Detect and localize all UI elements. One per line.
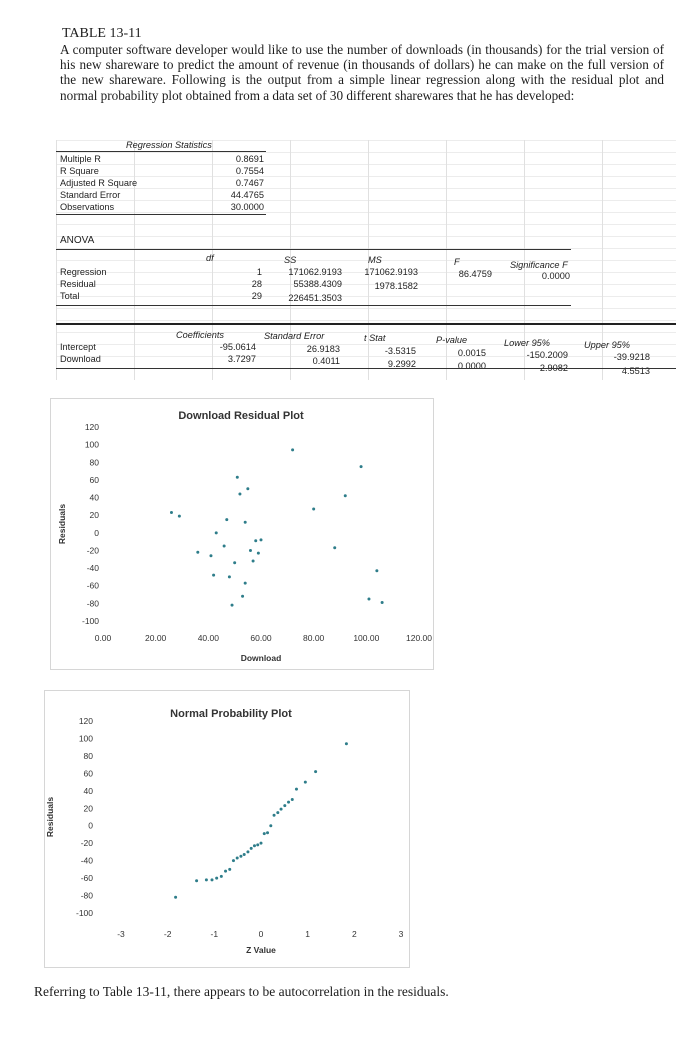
- x-tick-label: 0: [258, 929, 264, 939]
- coef-upper-95: -39.9218: [613, 352, 650, 362]
- residual-plot-chart: [50, 398, 434, 670]
- data-point: [273, 814, 276, 817]
- data-point: [280, 808, 283, 811]
- data-point: [170, 511, 173, 514]
- data-point: [178, 515, 181, 518]
- coef-header-lower-95: Lower 95%: [504, 338, 550, 348]
- data-point: [215, 531, 218, 534]
- x-tick-label: -1: [210, 929, 219, 939]
- y-tick-label: -80: [80, 890, 93, 901]
- y-tick-label: 80: [89, 457, 99, 468]
- regression-output-sheet: [56, 140, 676, 380]
- y-tick-label: 40: [83, 785, 93, 796]
- data-point: [333, 546, 336, 549]
- y-tick-label: 120: [84, 422, 99, 432]
- anova-df: 1: [256, 267, 262, 277]
- data-point: [314, 770, 317, 773]
- data-point: [312, 508, 315, 511]
- data-point: [233, 561, 236, 564]
- coef-t-stat: 9.2992: [387, 359, 416, 369]
- data-point: [269, 824, 272, 827]
- table-title: TABLE 13-11: [62, 26, 142, 41]
- coef-upper-95: 4.5513: [621, 366, 650, 376]
- anova-ss: 226451.3503: [288, 293, 342, 303]
- data-point: [253, 844, 256, 847]
- coef-p-value: 0.0000: [457, 361, 486, 371]
- data-point: [228, 575, 231, 578]
- y-tick-label: 120: [78, 716, 93, 726]
- data-point: [250, 847, 253, 850]
- y-tick-label: -100: [81, 616, 99, 626]
- data-point: [196, 551, 199, 554]
- anova-ss: 171062.9193: [288, 267, 342, 277]
- stat-value: 30.0000: [230, 202, 264, 212]
- data-point: [367, 597, 370, 600]
- anova-row-label: Residual: [60, 279, 96, 289]
- anova-ms: 1978.1582: [374, 281, 418, 291]
- data-point: [256, 843, 259, 846]
- data-point: [212, 574, 215, 577]
- data-point: [257, 552, 260, 555]
- coef-row-label: Download: [60, 354, 101, 364]
- stat-label: R Square: [60, 166, 99, 176]
- anova-header-ss: SS: [284, 255, 297, 265]
- data-point: [211, 878, 214, 881]
- x-tick-label: 3: [398, 929, 404, 939]
- coef-lower-95: 2.9082: [539, 363, 568, 373]
- coef-header-standard-error: Standard Error: [264, 331, 325, 341]
- anova-header-ms: MS: [368, 255, 382, 265]
- y-tick-label: 100: [78, 733, 93, 744]
- x-tick-label: 100.00: [353, 633, 380, 643]
- y-tick-label: 60: [83, 768, 93, 779]
- data-point: [295, 788, 298, 791]
- data-point: [205, 878, 208, 881]
- data-point: [209, 554, 212, 557]
- data-point: [195, 879, 198, 882]
- anova-ms: 171062.9193: [364, 267, 418, 277]
- data-point: [283, 804, 286, 807]
- data-point: [304, 781, 307, 784]
- regression-stats-header: Regression Statistics: [126, 140, 212, 150]
- data-point: [228, 868, 231, 871]
- stat-value: 0.7467: [235, 178, 264, 188]
- data-point: [375, 569, 378, 572]
- data-point: [238, 493, 241, 496]
- data-point: [225, 518, 228, 521]
- anova-significance-f: 0.0000: [541, 271, 570, 281]
- data-point: [232, 859, 235, 862]
- data-point: [224, 870, 227, 873]
- coef-row-label: Intercept: [60, 342, 96, 352]
- data-point: [236, 476, 239, 479]
- y-tick-label: 20: [83, 803, 93, 814]
- y-tick-label: -100: [75, 908, 93, 918]
- y-tick-label: 40: [89, 492, 99, 503]
- data-point: [360, 465, 363, 468]
- data-point: [263, 832, 266, 835]
- x-axis-label: Download: [240, 653, 282, 663]
- y-tick-label: -40: [86, 563, 99, 574]
- data-point: [174, 896, 177, 899]
- y-tick-label: -80: [86, 598, 99, 609]
- anova-f: 86.4759: [458, 269, 492, 279]
- data-point: [266, 831, 269, 834]
- data-point: [260, 842, 263, 845]
- coef-value: 3.7297: [227, 354, 256, 364]
- data-point: [220, 875, 223, 878]
- data-point: [241, 595, 244, 598]
- y-tick-label: -20: [86, 545, 99, 556]
- y-axis-label: Residuals: [57, 503, 67, 545]
- data-point: [244, 521, 247, 524]
- anova-row-label: Total: [60, 291, 80, 301]
- data-point: [254, 539, 257, 542]
- stat-label: Standard Error: [60, 190, 121, 200]
- data-point: [260, 538, 263, 541]
- chart-title: Download Residual Plot: [178, 410, 304, 422]
- residual-plot-svg: [51, 399, 435, 671]
- y-tick-label: 60: [89, 474, 99, 485]
- stat-value: 0.8691: [235, 154, 264, 164]
- data-point: [276, 811, 279, 814]
- data-point: [249, 549, 252, 552]
- coef-header-upper-95: Upper 95%: [584, 340, 630, 350]
- data-point: [381, 601, 384, 604]
- stat-label: Observations: [60, 202, 115, 212]
- coef-header-p-value: P-value: [436, 335, 468, 345]
- x-tick-label: 40.00: [197, 633, 219, 643]
- x-tick-label: 2: [351, 929, 357, 939]
- data-point: [345, 742, 348, 745]
- x-tick-label: 0.00: [94, 633, 112, 643]
- y-axis-label: Residuals: [45, 796, 55, 838]
- coef-header-coefficients: Coefficients: [176, 330, 225, 340]
- coef-p-value: 0.0015: [457, 348, 486, 358]
- y-tick-label: -40: [80, 855, 93, 866]
- data-point: [246, 487, 249, 490]
- y-tick-label: 0: [94, 527, 99, 538]
- x-tick-label: 60.00: [250, 633, 272, 643]
- x-tick-label: 1: [305, 929, 311, 939]
- data-point: [243, 853, 246, 856]
- x-tick-label: -2: [163, 929, 172, 939]
- data-point: [244, 582, 247, 585]
- stat-value: 0.7554: [235, 166, 264, 176]
- data-point: [236, 857, 239, 860]
- data-point: [291, 798, 294, 801]
- stat-label: Adjusted R Square: [60, 178, 138, 188]
- x-tick-label: -3: [117, 929, 125, 939]
- coef-standard-error: 0.4011: [312, 356, 340, 366]
- coef-standard-error: 26.9183: [306, 344, 340, 354]
- problem-statement: A computer software developer would like to use the number of downloads (in thousands) for the trial version of his new shareware to predict the amount of revenue (in thousands of dollars) he can make on the full version of the new shareware. Following is the output from a simple linear regression along with the residual plot and normal probability plot obtained from a data set of 30 different sharewares that he has developed:: [60, 42, 664, 103]
- data-point: [231, 604, 234, 607]
- anova-header-df: df: [206, 253, 214, 263]
- coef-t-stat: -3.5315: [384, 346, 416, 356]
- coef-value: -95.0614: [219, 342, 256, 352]
- data-point: [246, 850, 249, 853]
- y-tick-label: -60: [80, 873, 93, 884]
- y-tick-label: 80: [83, 750, 93, 761]
- data-point: [291, 448, 294, 451]
- anova-df: 29: [251, 291, 262, 301]
- data-point: [344, 494, 347, 497]
- data-point: [215, 877, 218, 880]
- data-point: [239, 855, 242, 858]
- y-tick-label: 20: [89, 510, 99, 521]
- normal-probability-plot-chart: [44, 690, 410, 968]
- anova-ss: 55388.4309: [293, 279, 342, 289]
- stat-value: 44.4765: [230, 190, 264, 200]
- data-point: [287, 801, 290, 804]
- anova-row-label: Regression: [60, 267, 107, 277]
- anova-header-f: F: [454, 257, 460, 267]
- coef-header-t-stat: t Stat: [364, 333, 386, 343]
- x-tick-label: 120.00: [406, 633, 432, 643]
- y-tick-label: 0: [88, 820, 93, 831]
- anova-title: ANOVA: [60, 235, 95, 246]
- anova-header-significance-f: Significance F: [510, 260, 568, 270]
- x-tick-label: 20.00: [145, 633, 167, 643]
- data-point: [252, 560, 255, 563]
- coef-lower-95: -150.2009: [526, 350, 568, 360]
- data-point: [223, 545, 226, 548]
- stat-label: Multiple R: [60, 154, 101, 164]
- conclusion-statement: Referring to Table 13-11, there appears to be autocorrelation in the residuals.: [34, 984, 449, 999]
- x-axis-label: Z Value: [246, 945, 276, 955]
- x-tick-label: 80.00: [303, 633, 325, 643]
- normal-probability-plot-svg: [45, 691, 411, 969]
- chart-title: Normal Probability Plot: [170, 708, 292, 720]
- y-tick-label: -60: [86, 580, 99, 591]
- y-tick-label: 100: [84, 439, 99, 450]
- y-tick-label: -20: [80, 838, 93, 849]
- anova-df: 28: [251, 279, 262, 289]
